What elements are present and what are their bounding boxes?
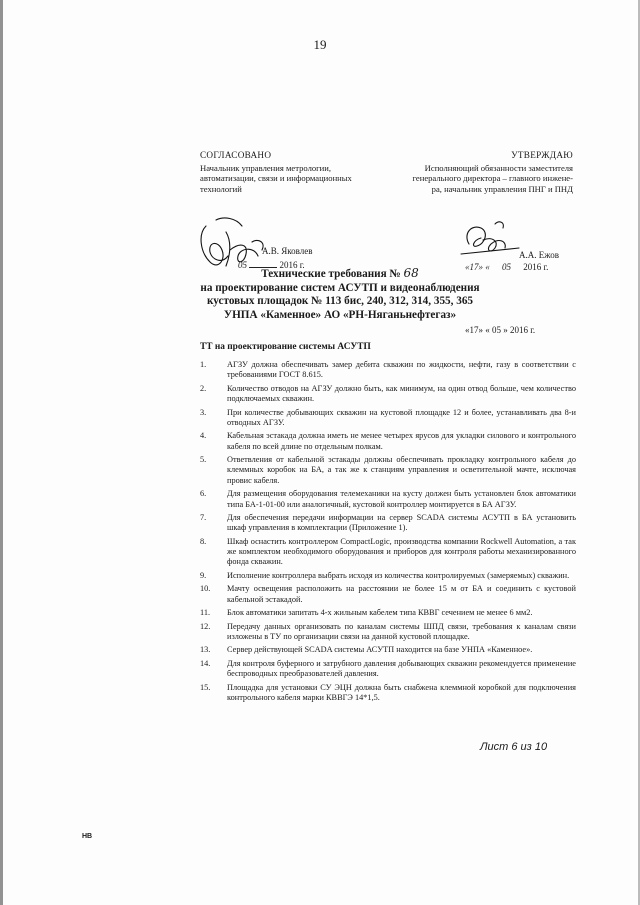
signatory-left-date-suffix: 2016 г.: [279, 260, 305, 270]
document-date: «17» « 05 » 2016 г.: [465, 325, 536, 335]
list-item-text: Площадка для установки СУ ЭЦН должна быть снабжена клеммной коробкой для подключения контрольного кабеля марки КВВГЭ 14*1,5.: [227, 682, 576, 702]
list-item-text: Кабельная эстакада должна иметь не менее четырех ярусов для укладки силового и контрольного кабеля по всей длине по отдельным полкам.: [227, 431, 576, 451]
list-item-text: Количество отводов на АГЗУ должно быть, как минимум, на один отвод больше, чем количество подключаемых скважин.: [227, 383, 576, 404]
approval-left-line: автоматизации, связи и информационных: [200, 173, 352, 183]
approval-block-right: [395, 150, 573, 194]
list-item: [200, 571, 576, 581]
signature-right-handwritten: [455, 214, 525, 266]
approval-right-line: генерального директора – главного инжене-: [412, 173, 573, 183]
list-item-number: 11.: [200, 608, 211, 618]
list-item-text: При количестве добывающих скважин на кустовой площадке 12 и более, устанавливать два 8-и отводных АГЗУ.: [227, 407, 576, 427]
list-item-number: 10.: [200, 584, 211, 594]
bottom-mark: НВ: [82, 833, 93, 840]
list-item-text: АГЗУ должна обеспечивать замер дебита скважин по жидкости, нефти, газу в соответствии с требованиями ГОСТ 8.615.: [227, 360, 576, 380]
list-item-text: Сервер действующей SCADA системы АСУТП находится на базе УНПА «Каменное».: [227, 645, 533, 655]
list-item-number: 13.: [200, 645, 211, 655]
approval-right-line: ра, начальник управления ПНГ и ПНД: [431, 183, 573, 194]
approval-right-heading: УТВЕРЖДАЮ: [511, 150, 573, 160]
list-item-number: 8.: [200, 536, 207, 546]
list-item-number: 4.: [200, 431, 207, 441]
list-item: [200, 431, 576, 452]
list-item-text: Шкаф оснастить контроллером CompactLogic, производства компании Rockwell Automation, а так же комплектом необходимого оборудования и приборов для контроля работы механизированного фонда скважин.: [227, 536, 576, 567]
list-item: [200, 489, 576, 510]
list-item: [200, 537, 576, 568]
list-item: [200, 622, 576, 643]
list-item-text: Для контроля буферного и затрубного давления добывающих скважин рекомендуется применение беспроводных преобразователей давления.: [227, 658, 576, 679]
list-item-number: 5.: [200, 455, 207, 465]
list-item-number: 6.: [200, 489, 207, 499]
list-item-text: Исполнение контроллера выбрать исходя из количества контролируемых (замеряемых) скважин.: [227, 570, 570, 580]
list-item-number: 9.: [200, 570, 207, 580]
page-number: 19: [313, 37, 327, 52]
approval-left-line: Начальник управления метрологии,: [200, 162, 332, 173]
approval-block-left: [200, 150, 390, 194]
title-line-1-prefix: Технические требования №: [261, 268, 401, 280]
list-item-number: 2.: [200, 383, 207, 393]
list-item-text: Ответвления от кабельной эстакады должны обеспечивать прокладку контрольного кабеля до клеммных коробок на БА, а так же к станциям управления и осветительной мачте, исключая провис кабеля.: [227, 455, 576, 485]
signatory-right-date-suffix: 2016 г.: [523, 262, 549, 272]
title-line-1: [160, 267, 520, 282]
list-item: [200, 360, 576, 381]
signatory-left-name: А.В. Яковлев: [262, 246, 313, 256]
list-item-number: 1.: [200, 360, 207, 369]
list-item: [200, 408, 576, 429]
list-item: [200, 608, 576, 618]
approval-left-line: технологий: [200, 183, 242, 194]
list-item-text: Мачту освещения расположить на расстоянии не более 15 м от БА и соединить с кустовой кабельной эстакадой.: [227, 584, 576, 604]
list-item-text: Для обеспечения передачи информации на сервер SCADA системы АСУТП в БА установить шкаф управления в комплектации (Приложение 1).: [227, 512, 576, 533]
list-item-number: 3.: [200, 407, 207, 417]
list-item-text: Блок автоматики запитать 4-х жильным кабелем типа КВВГ сечением не менее 6 мм2.: [227, 608, 533, 618]
title-line-4: УНПА «Каменное» АО «РН-Няганьнефтегаз»: [223, 308, 457, 321]
approval-left-heading: СОГЛАСОВАНО: [200, 150, 272, 160]
scan-edge-left: [0, 0, 3, 905]
signatory-right-date-day: «17» «: [465, 262, 490, 272]
list-item: [200, 683, 576, 704]
list-item: [200, 513, 576, 534]
title-number-handwritten: 68: [403, 266, 419, 280]
list-item-number: 14.: [200, 658, 211, 668]
signatory-right-name: А.А. Ежов: [519, 250, 559, 260]
list-item: [200, 384, 576, 405]
list-item-text: Для размещения оборудования телемеханики на кусту должен быть установлен блок автоматики типа БА-1-01-00 или аналогичный, кустовой контроллер монтируется в БА АГЗУ.: [227, 489, 576, 509]
list-item: [200, 645, 576, 655]
list-item: [200, 584, 576, 605]
list-item-text: Передачу данных организовать по каналам системы ШПД связи, требования к каналам связи изложены в ТУ по организации связи на данной кустовой площадке.: [227, 621, 576, 641]
approval-right-line: Исполняющий обязанности заместителя: [424, 162, 573, 173]
list-item: [200, 455, 576, 486]
title-line-2: на проектирование систем АСУТП и видеонаблюдения: [200, 281, 480, 294]
list-item-number: 12.: [200, 621, 211, 631]
list-item-number: 7.: [200, 512, 207, 522]
requirements-list: [200, 360, 576, 706]
list-item: [200, 659, 576, 680]
list-item-number: 15.: [200, 682, 211, 692]
signatory-right-date-month: 05: [502, 262, 511, 272]
section-heading: ТТ на проектирование системы АСУТП: [200, 342, 371, 352]
sheet-counter: Лист 6 из 10: [480, 741, 548, 753]
title-line-3: кустовых площадок № 113 бис, 240, 312, 314, 355, 365: [206, 295, 474, 308]
signatory-left-date-day: 05: [238, 260, 247, 270]
document-title: [160, 267, 520, 322]
